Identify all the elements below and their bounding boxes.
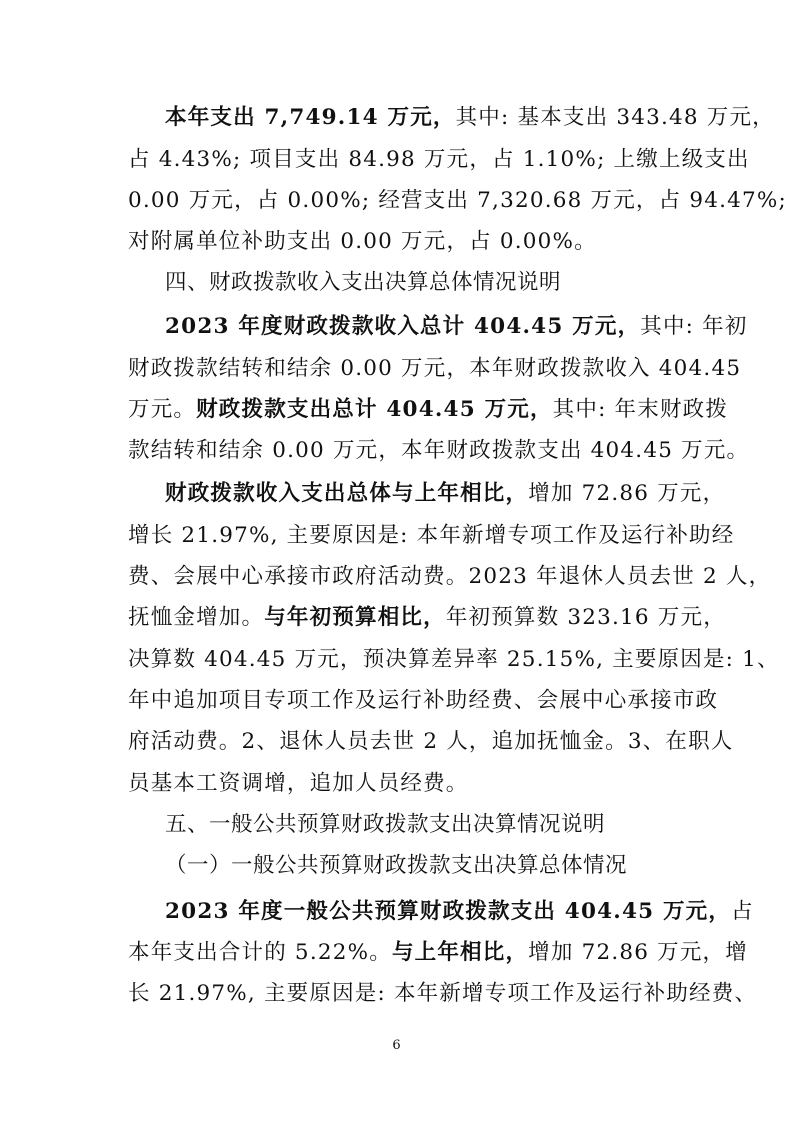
text-line bbox=[165, 480, 725, 508]
section-heading-4: 四、财政拨款收入支出决算总体情况说明 bbox=[165, 270, 562, 295]
text-run-bold: 2023 年度财政拨款收入总计 404.45 万元， bbox=[165, 314, 641, 339]
text-line bbox=[128, 437, 749, 465]
text-line bbox=[165, 104, 775, 132]
subsection-heading: （一）一般公共预算财政拨款支出决算总体情况 bbox=[165, 853, 628, 878]
text-run: 年中追加项目专项工作及运行补助经费、会展中心承接市政 bbox=[128, 688, 719, 713]
text-run: 占 4.43%; 项目支出 84.98 万元，占 1.10%; 上缴上级支出 bbox=[128, 147, 750, 172]
text-run-bold: 与上年相比， bbox=[391, 940, 529, 965]
text-line bbox=[128, 355, 741, 383]
text-run: 长 21.97%, 主要原因是: 本年新增专项工作及运行补助经费、 bbox=[128, 981, 758, 1006]
text-line bbox=[165, 313, 748, 341]
text-run: 其中: 年末财政拨 bbox=[552, 397, 729, 422]
text-run-bold: 2023 年度一般公共预算财政拨款支出 404.45 万元， bbox=[165, 899, 732, 924]
text-run: 万元。 bbox=[128, 397, 197, 422]
text-run: 抚恤金增加。 bbox=[128, 605, 265, 630]
text-run-bold: 财政拨款支出总计 404.45 万元， bbox=[196, 397, 553, 422]
text-run-bold: 与年初预算相比， bbox=[264, 605, 446, 630]
text-line bbox=[165, 898, 754, 926]
text-line bbox=[128, 187, 787, 215]
text-run: 增加 72.86 万元，增 bbox=[528, 940, 748, 965]
text-run-bold: 财政拨款收入支出总体与上年相比， bbox=[165, 481, 529, 506]
text-line bbox=[128, 563, 771, 591]
text-run: 决算数 404.45 万元，预决算差异率 25.15%, 主要原因是: 1、 bbox=[128, 647, 780, 672]
section-heading-5: 五、一般公共预算财政拨款支出决算情况说明 bbox=[165, 812, 606, 837]
text-run: 费、会展中心承接市政府活动费。2023 年退休人员去世 2 人， bbox=[128, 564, 772, 589]
text-line bbox=[128, 522, 734, 550]
text-line bbox=[128, 146, 750, 174]
text-run: 占 bbox=[731, 899, 754, 924]
text-run: 增加 72.86 万元， bbox=[528, 481, 726, 506]
text-line bbox=[128, 687, 718, 715]
text-line bbox=[128, 980, 757, 1008]
text-run: 对附属单位补助支出 0.00 万元，占 0.00%。 bbox=[128, 229, 597, 254]
text-run: 0.00 万元，占 0.00%; 经营支出 7,320.68 万元，占 94.47%; bbox=[128, 188, 787, 213]
text-run: 增长 21.97%, 主要原因是: 本年新增专项工作及运行补助经 bbox=[128, 523, 735, 548]
text-run: 其中: 年初 bbox=[640, 314, 748, 339]
text-line bbox=[128, 396, 728, 424]
text-line bbox=[128, 939, 748, 967]
text-run: 其中: 基本支出 343.48 万元， bbox=[455, 105, 775, 130]
text-line bbox=[128, 728, 734, 756]
text-line bbox=[128, 770, 469, 798]
text-line bbox=[128, 604, 726, 632]
text-line bbox=[128, 228, 597, 256]
text-run: 款结转和结余 0.00 万元，本年财政拨款支出 404.45 万元。 bbox=[128, 438, 750, 463]
text-run: 年初预算数 323.16 万元， bbox=[445, 605, 726, 630]
text-run: 员基本工资调增，追加人员经费。 bbox=[128, 771, 469, 796]
text-run-bold: 本年支出 7,749.14 万元， bbox=[165, 105, 456, 130]
text-run: 本年支出合计的 5.22%。 bbox=[128, 940, 392, 965]
text-line bbox=[128, 646, 780, 674]
text-run: 财政拨款结转和结余 0.00 万元，本年财政拨款收入 404.45 bbox=[128, 356, 742, 381]
text-run: 府活动费。2、退休人员去世 2 人，追加抚恤金。3、在职人 bbox=[128, 729, 734, 754]
page-number: 6 bbox=[392, 1038, 401, 1053]
